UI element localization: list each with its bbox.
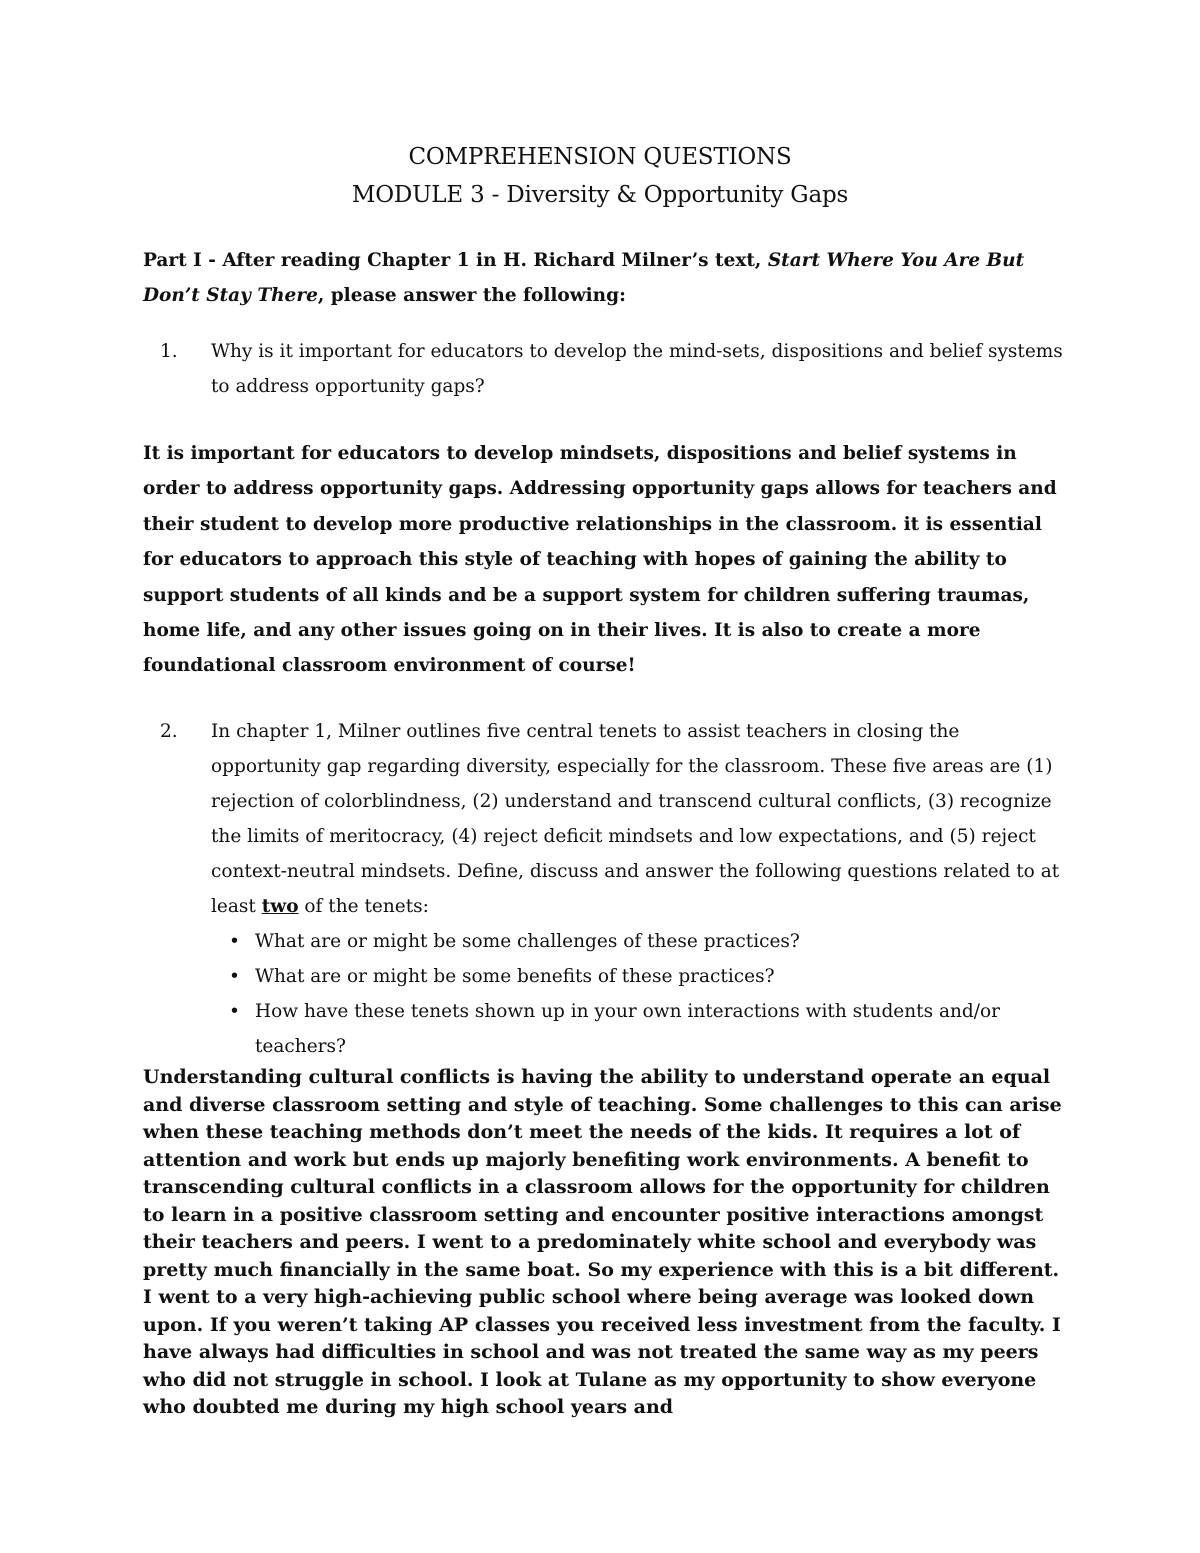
bullet-icon: • [229, 1001, 240, 1022]
question-2-number: 2. [160, 721, 178, 742]
question-2-text-before: In chapter 1, Milner outlines five central tenets to assist teachers in closing the opportunity gap regarding diversity, especially for the classroom. These five areas are (1) rejection of colorblindness, (2) understand and transcend cultural conflicts, (3) recognize the limits of meritocracy, (4) reject deficit mindsets and low expectations, and (5) reject context-neutral mindsets. Define, discuss and answer the following questions related to at least [211, 721, 1060, 917]
question-1 [143, 334, 1073, 404]
module-title: MODULE 3 - Diversity & Opportunity Gaps [351, 182, 849, 208]
question-1-number: 1. [160, 341, 178, 362]
document-title: COMPREHENSION QUESTIONS [408, 144, 792, 170]
question-2-bullet-list [211, 924, 1073, 1064]
question-2-text-after: of the tenets: [298, 896, 429, 917]
part-one-instructions [143, 243, 1063, 313]
book-title: Start Where You Are But Don’t Stay There [143, 250, 1025, 306]
bullet-icon: • [229, 966, 240, 987]
bullet-text: What are or might be some benefits of these practices? [255, 966, 775, 987]
question-1-text: Why is it important for educators to develop the mind-sets, dispositions and belief systems to address opportunity gaps? [211, 341, 1063, 397]
question-2 [143, 714, 1073, 1064]
part-intro-prefix: Part I - After reading Chapter 1 in H. Richard Milner’s text, [143, 250, 768, 271]
list-item [211, 959, 1073, 994]
answer-2: Understanding cultural conflicts is having the ability to understand operate an equal and diverse classroom setting and style of teaching. Some challenges to this can arise when these teaching methods don’t meet the needs of the kids. It requires a lot of attention and work but ends up majorly benefiting work environments. A benefit to transcending cultural conflicts in a classroom allows for the opportunity for children to learn in a positive classroom setting and encounter positive interactions amongst their teachers and peers. I went to a predominately white school and everybody was pretty much financially in the same boat. So my experience with this is a bit different. I went to a very high-achieving public school where being average was looked down upon. If you weren’t taking AP classes you received less investment from the faculty. I have always had difficulties in school and was not treated the same way as my peers who did not struggle in school. I look at Tulane as my opportunity to show everyone who doubted me during my high school years and [143, 1066, 1062, 1418]
list-item [211, 994, 1073, 1064]
question-2-emphasis: two [261, 896, 299, 917]
answer-1: It is important for educators to develop mindsets, dispositions and belief systems in order to address opportunity gaps. Addressing opportunity gaps allows for teachers and their student to develop more productive relationships in the classroom. it is essential for educators to approach this style of teaching with hopes of gaining the ability to support students of all kinds and be a support system for children suffering traumas, home life, and any other issues going on in their lives. It is also to create a more foundational classroom environment of course! [143, 443, 1057, 677]
part-intro-suffix: , please answer the following: [317, 285, 626, 306]
bullet-icon: • [229, 931, 240, 952]
list-item [211, 924, 1073, 959]
bullet-text: How have these tenets shown up in your own interactions with students and/or teachers? [255, 1001, 1000, 1057]
question-2-text [211, 714, 1073, 924]
bullet-text: What are or might be some challenges of these practices? [255, 931, 800, 952]
